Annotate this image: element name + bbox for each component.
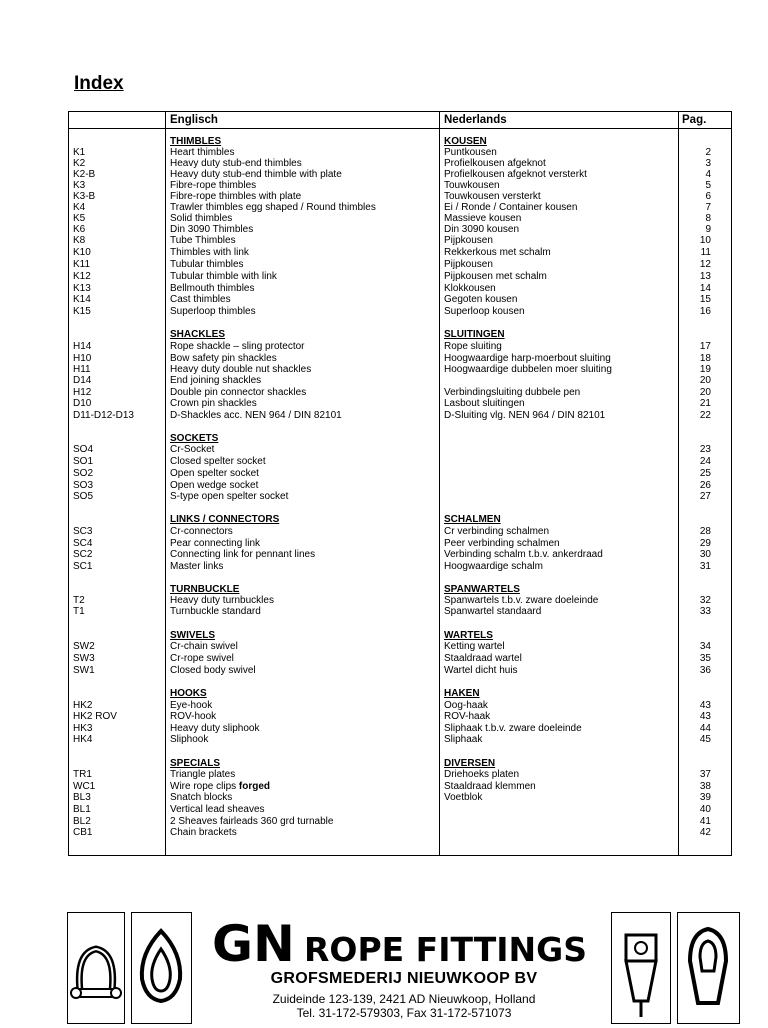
section-heading-english bbox=[170, 329, 225, 341]
item-english-text: Heavy duty double nut shackles bbox=[170, 364, 312, 375]
item-english-text: S-type open spelter socket bbox=[170, 491, 289, 502]
gn-rope-fittings-logo bbox=[212, 917, 596, 967]
item-english-text: SWIVELS bbox=[170, 630, 216, 641]
item-code: K3 bbox=[73, 180, 86, 191]
item-dutch: Hoogwaardige dubbelen moer sluiting bbox=[444, 364, 612, 375]
item-code: SC2 bbox=[73, 549, 93, 560]
item-english-text: SPECIALS bbox=[170, 758, 221, 769]
item-english-text: Solid thimbles bbox=[170, 213, 233, 224]
item-code: BL3 bbox=[73, 792, 91, 803]
item-dutch: Rekkerkous met schalm bbox=[444, 247, 551, 258]
item-page-number: 32 bbox=[699, 595, 711, 606]
item-english bbox=[170, 375, 261, 387]
shackle-image-box bbox=[67, 912, 125, 1024]
item-code: SO4 bbox=[73, 444, 94, 455]
item-code: SW2 bbox=[73, 641, 95, 652]
spelter-socket-image-box bbox=[677, 912, 740, 1024]
item-dutch: Din 3090 kousen bbox=[444, 224, 520, 235]
item-code: HK3 bbox=[73, 723, 93, 734]
item-page-number: 35 bbox=[699, 653, 711, 664]
item-english-text: End joining shackles bbox=[170, 375, 262, 386]
item-english-text: Wire rope clips bbox=[170, 781, 239, 792]
item-english-text: LINKS / CONNECTORS bbox=[170, 514, 280, 525]
item-dutch: Staaldraad wartel bbox=[444, 653, 522, 664]
item-page-number: 41 bbox=[699, 816, 711, 827]
item-english-text: Bow safety pin shackles bbox=[170, 353, 277, 364]
item-code: K2 bbox=[73, 158, 86, 169]
item-page-number: 20 bbox=[699, 375, 711, 386]
item-english bbox=[170, 444, 214, 456]
item-page-number: 10 bbox=[699, 235, 711, 246]
item-english bbox=[170, 549, 315, 561]
item-english-text: Eye-hook bbox=[170, 700, 213, 711]
item-dutch: Wartel dicht huis bbox=[444, 665, 518, 676]
item-code: TR1 bbox=[73, 769, 92, 780]
item-code: K11 bbox=[73, 259, 91, 270]
item-english bbox=[170, 341, 305, 353]
item-page-number: 23 bbox=[699, 444, 711, 455]
item-dutch: Voetblok bbox=[444, 792, 483, 803]
item-dutch: Puntkousen bbox=[444, 147, 497, 158]
item-english bbox=[170, 711, 216, 723]
item-page-number: 19 bbox=[699, 364, 711, 375]
item-code: D14 bbox=[73, 375, 92, 386]
item-dutch: Pijpkousen bbox=[444, 235, 493, 246]
item-english bbox=[170, 606, 261, 618]
item-code: WC1 bbox=[73, 781, 96, 792]
section-heading-dutch: SLUITINGEN bbox=[444, 329, 505, 340]
item-english bbox=[170, 306, 256, 318]
socket-image bbox=[612, 913, 670, 1023]
item-code: K10 bbox=[73, 247, 91, 258]
item-english bbox=[170, 398, 257, 410]
item-dutch: Rope sluiting bbox=[444, 341, 502, 352]
item-code: K1 bbox=[73, 147, 86, 158]
item-code: K15 bbox=[73, 306, 91, 317]
item-code: SC4 bbox=[73, 538, 93, 549]
item-page-number: 6 bbox=[705, 191, 711, 202]
item-dutch: Peer verbinding schalmen bbox=[444, 538, 560, 549]
item-english-text: Snatch blocks bbox=[170, 792, 233, 803]
index-table bbox=[68, 111, 732, 856]
item-english-text: Sliphook bbox=[170, 734, 209, 745]
item-page-number: 30 bbox=[699, 549, 711, 560]
item-english-text: Closed body swivel bbox=[170, 665, 256, 676]
item-code: SC3 bbox=[73, 526, 93, 537]
item-dutch: Pijpkousen bbox=[444, 259, 493, 270]
item-page-number: 43 bbox=[699, 711, 711, 722]
item-english-text: ROV-hook bbox=[170, 711, 217, 722]
item-english-text: Cast thimbles bbox=[170, 294, 231, 305]
item-english-text: Pear connecting link bbox=[170, 538, 261, 549]
item-code: H14 bbox=[73, 341, 92, 352]
item-dutch: Oog-haak bbox=[444, 700, 488, 711]
item-page-number: 44 bbox=[699, 723, 711, 734]
item-english-text: Triangle plates bbox=[170, 769, 236, 780]
item-page-number: 45 bbox=[699, 734, 711, 745]
item-english-text: Cr-connectors bbox=[170, 526, 233, 537]
item-page-number: 28 bbox=[699, 526, 711, 537]
item-english bbox=[170, 792, 232, 804]
item-english bbox=[170, 235, 236, 247]
item-code: BL2 bbox=[73, 816, 91, 827]
logo-gn-text: GN bbox=[212, 917, 295, 967]
item-dutch: Spanwartel standaard bbox=[444, 606, 542, 617]
item-english-text: SHACKLES bbox=[170, 329, 226, 340]
item-dutch: Gegoten kousen bbox=[444, 294, 518, 305]
item-code: SO3 bbox=[73, 480, 94, 491]
item-english-text: TURNBUCKLE bbox=[170, 584, 240, 595]
item-code: HK4 bbox=[73, 734, 93, 745]
item-page-number: 9 bbox=[705, 224, 711, 235]
item-english-text: Open spelter socket bbox=[170, 468, 259, 479]
item-english-text: Heavy duty sliphook bbox=[170, 723, 260, 734]
section-heading-english bbox=[170, 514, 279, 526]
section-heading-dutch: WARTELS bbox=[444, 630, 493, 641]
item-dutch: Ei / Ronde / Container kousen bbox=[444, 202, 578, 213]
item-english bbox=[170, 653, 234, 665]
item-english-text: Cr-Socket bbox=[170, 444, 215, 455]
item-code: D10 bbox=[73, 398, 92, 409]
item-english bbox=[170, 491, 288, 503]
item-page-number: 40 bbox=[699, 804, 711, 815]
item-dutch: Sliphaak bbox=[444, 734, 483, 745]
item-code: D11-D12-D13 bbox=[73, 410, 134, 421]
item-dutch: Driehoeks platen bbox=[444, 769, 520, 780]
item-code: H11 bbox=[73, 364, 91, 375]
item-page-number: 29 bbox=[699, 538, 711, 549]
item-page-number: 18 bbox=[699, 353, 711, 364]
header-dutch: Nederlands bbox=[444, 114, 507, 126]
item-dutch: Pijpkousen met schalm bbox=[444, 271, 547, 282]
item-code: SC1 bbox=[73, 561, 93, 572]
item-page-number: 14 bbox=[699, 283, 711, 294]
item-code: SO1 bbox=[73, 456, 94, 467]
item-dutch: Hoogwaardige harp-moerbout sluiting bbox=[444, 353, 611, 364]
item-english-text: Closed spelter socket bbox=[170, 456, 266, 467]
item-english-text: Din 3090 Thimbles bbox=[170, 224, 254, 235]
item-english-text: Fibre-rope thimbles with plate bbox=[170, 191, 302, 202]
item-page-number: 42 bbox=[699, 827, 711, 838]
item-english bbox=[170, 468, 259, 480]
item-english bbox=[170, 804, 265, 816]
item-page-number: 38 bbox=[699, 781, 711, 792]
item-english-text: Trawler thimbles egg shaped / Round thimbles bbox=[170, 202, 376, 213]
item-code: HK2 bbox=[73, 700, 93, 711]
item-dutch: Profielkousen afgeknot bbox=[444, 158, 546, 169]
item-english bbox=[170, 271, 277, 283]
item-english-text: Double pin connector shackles bbox=[170, 387, 307, 398]
item-dutch: Staaldraad klemmen bbox=[444, 781, 536, 792]
item-dutch: Lasbout sluitingen bbox=[444, 398, 525, 409]
section-heading-dutch: HAKEN bbox=[444, 688, 480, 699]
item-english-text: Tubular thimbles bbox=[170, 259, 244, 270]
item-code: K13 bbox=[73, 283, 91, 294]
item-page-number: 24 bbox=[699, 456, 711, 467]
section-heading-dutch: KOUSEN bbox=[444, 136, 487, 147]
item-code: SW3 bbox=[73, 653, 95, 664]
item-english-text: Connecting link for pennant lines bbox=[170, 549, 316, 560]
item-english-text: Heavy duty turnbuckles bbox=[170, 595, 274, 606]
item-page-number: 27 bbox=[699, 491, 711, 502]
item-english-text: Chain brackets bbox=[170, 827, 237, 838]
item-english bbox=[170, 561, 223, 573]
item-page-number: 7 bbox=[705, 202, 711, 213]
item-page-number: 43 bbox=[699, 700, 711, 711]
item-dutch: Spanwartels t.b.v. zware doeleinde bbox=[444, 595, 599, 606]
item-page-number: 17 bbox=[699, 341, 711, 352]
item-dutch: Klokkousen bbox=[444, 283, 496, 294]
item-english bbox=[170, 526, 233, 538]
item-english bbox=[170, 665, 256, 677]
item-page-number: 22 bbox=[699, 410, 711, 421]
item-code: SO5 bbox=[73, 491, 94, 502]
company-address: Zuideinde 123-139, 2421 AD Nieuwkoop, Holland bbox=[272, 992, 536, 1006]
item-code: K8 bbox=[73, 235, 86, 246]
item-english-text: Fibre-rope thimbles bbox=[170, 180, 257, 191]
section-heading-english bbox=[170, 688, 207, 700]
item-page-number: 13 bbox=[699, 271, 711, 282]
item-page-number: 2 bbox=[705, 147, 711, 158]
item-english bbox=[170, 641, 238, 653]
item-english-text: Cr-rope swivel bbox=[170, 653, 234, 664]
item-page-number: 36 bbox=[699, 665, 711, 676]
item-english-text: Heavy duty stub-end thimble with plate bbox=[170, 169, 342, 180]
item-english bbox=[170, 734, 208, 746]
item-english-text: Rope shackle – sling protector bbox=[170, 341, 305, 352]
item-english bbox=[170, 410, 342, 422]
item-page-number: 20 bbox=[699, 387, 711, 398]
item-dutch: Superloop kousen bbox=[444, 306, 525, 317]
item-page-number: 33 bbox=[699, 606, 711, 617]
item-english-text: Heart thimbles bbox=[170, 147, 235, 158]
item-page-number: 5 bbox=[705, 180, 711, 191]
item-english bbox=[170, 247, 249, 259]
item-english-text: Tubular thimble with link bbox=[170, 271, 277, 282]
item-page-number: 8 bbox=[705, 213, 711, 224]
item-english-text: HOOKS bbox=[170, 688, 207, 699]
item-dutch: ROV-haak bbox=[444, 711, 491, 722]
spelter-socket-image bbox=[678, 913, 739, 1023]
item-english bbox=[170, 456, 266, 468]
company-name: GROFSMEDERIJ NIEUWKOOP BV bbox=[270, 970, 538, 987]
item-english-text: Cr-chain swivel bbox=[170, 641, 238, 652]
item-code: T2 bbox=[73, 595, 85, 606]
item-english-text: SOCKETS bbox=[170, 433, 219, 444]
item-english-text: Master links bbox=[170, 561, 224, 572]
item-dutch: Touwkousen bbox=[444, 180, 500, 191]
item-code: T1 bbox=[73, 606, 85, 617]
company-phone: Tel. 31-172-579303, Fax 31-172-571073 bbox=[296, 1006, 512, 1020]
item-english-text: THIMBLES bbox=[170, 136, 222, 147]
item-dutch: Verbindingsluiting dubbele pen bbox=[444, 387, 581, 398]
item-page-number: 31 bbox=[699, 561, 711, 572]
item-dutch: Massieve kousen bbox=[444, 213, 522, 224]
item-page-number: 37 bbox=[699, 769, 711, 780]
item-code: H10 bbox=[73, 353, 92, 364]
item-code: K3-B bbox=[73, 191, 96, 202]
item-page-number: 12 bbox=[699, 259, 711, 270]
item-english-text: Tube Thimbles bbox=[170, 235, 236, 246]
item-dutch: Hoogwaardige schalm bbox=[444, 561, 543, 572]
item-english bbox=[170, 769, 235, 781]
item-code: K2-B bbox=[73, 169, 96, 180]
item-dutch: Touwkousen versterkt bbox=[444, 191, 541, 202]
header-english: Englisch bbox=[170, 114, 218, 126]
item-english-text: Vertical lead sheaves bbox=[170, 804, 265, 815]
item-page-number: 25 bbox=[699, 468, 711, 479]
item-page-number: 21 bbox=[699, 398, 711, 409]
item-page-number: 16 bbox=[699, 306, 711, 317]
item-code: K12 bbox=[73, 271, 91, 282]
item-code: H12 bbox=[73, 387, 92, 398]
shackle-image bbox=[68, 913, 124, 1023]
item-dutch: D-Sluiting vlg. NEN 964 / DIN 82101 bbox=[444, 410, 606, 421]
item-english bbox=[170, 294, 231, 306]
section-heading-dutch: SCHALMEN bbox=[444, 514, 501, 525]
header-page: Pag. bbox=[682, 114, 707, 126]
item-page-number: 34 bbox=[699, 641, 711, 652]
item-english-text: 2 Sheaves fairleads 360 grd turnable bbox=[170, 816, 334, 827]
item-english-text: Turnbuckle standard bbox=[170, 606, 261, 617]
item-dutch: Cr verbinding schalmen bbox=[444, 526, 550, 537]
item-code: SO2 bbox=[73, 468, 94, 479]
item-page-number: 4 bbox=[705, 169, 711, 180]
item-english-text: Thimbles with link bbox=[170, 247, 249, 258]
item-code: K4 bbox=[73, 202, 86, 213]
item-english-text: Heavy duty stub-end thimbles bbox=[170, 158, 302, 169]
item-code: CB1 bbox=[73, 827, 93, 838]
item-page-number: 11 bbox=[700, 247, 711, 258]
item-dutch: Profielkousen afgeknot versterkt bbox=[444, 169, 587, 180]
item-code: K6 bbox=[73, 224, 86, 235]
item-english-text: Crown pin shackles bbox=[170, 398, 257, 409]
item-code: K14 bbox=[73, 294, 91, 305]
item-code: BL1 bbox=[73, 804, 91, 815]
item-page-number: 39 bbox=[699, 792, 711, 803]
socket-image-box bbox=[611, 912, 671, 1024]
item-dutch: Verbinding schalm t.b.v. ankerdraad bbox=[444, 549, 603, 560]
item-english-bold: forged bbox=[238, 781, 271, 792]
item-english-text: Bellmouth thimbles bbox=[170, 283, 255, 294]
item-english bbox=[170, 259, 244, 271]
item-code: SW1 bbox=[73, 665, 95, 676]
item-english bbox=[170, 827, 237, 839]
item-code: K5 bbox=[73, 213, 86, 224]
section-heading-dutch: SPANWARTELS bbox=[444, 584, 520, 595]
item-page-number: 15 bbox=[699, 294, 711, 305]
item-page-number: 26 bbox=[699, 480, 711, 491]
item-english-text: Superloop thimbles bbox=[170, 306, 256, 317]
page-title: Index bbox=[74, 73, 124, 94]
item-code: HK2 ROV bbox=[73, 711, 117, 722]
item-page-number: 3 bbox=[705, 158, 711, 169]
item-dutch: Sliphaak t.b.v. zware doeleinde bbox=[444, 723, 582, 734]
item-dutch: Ketting wartel bbox=[444, 641, 505, 652]
item-english-text: D-Shackles acc. NEN 964 / DIN 82101 bbox=[170, 410, 342, 421]
item-english-text: Open wedge socket bbox=[170, 480, 259, 491]
logo-rope-fittings-text: ROPE FITTINGS bbox=[304, 930, 588, 967]
section-heading-dutch: DIVERSEN bbox=[444, 758, 496, 769]
